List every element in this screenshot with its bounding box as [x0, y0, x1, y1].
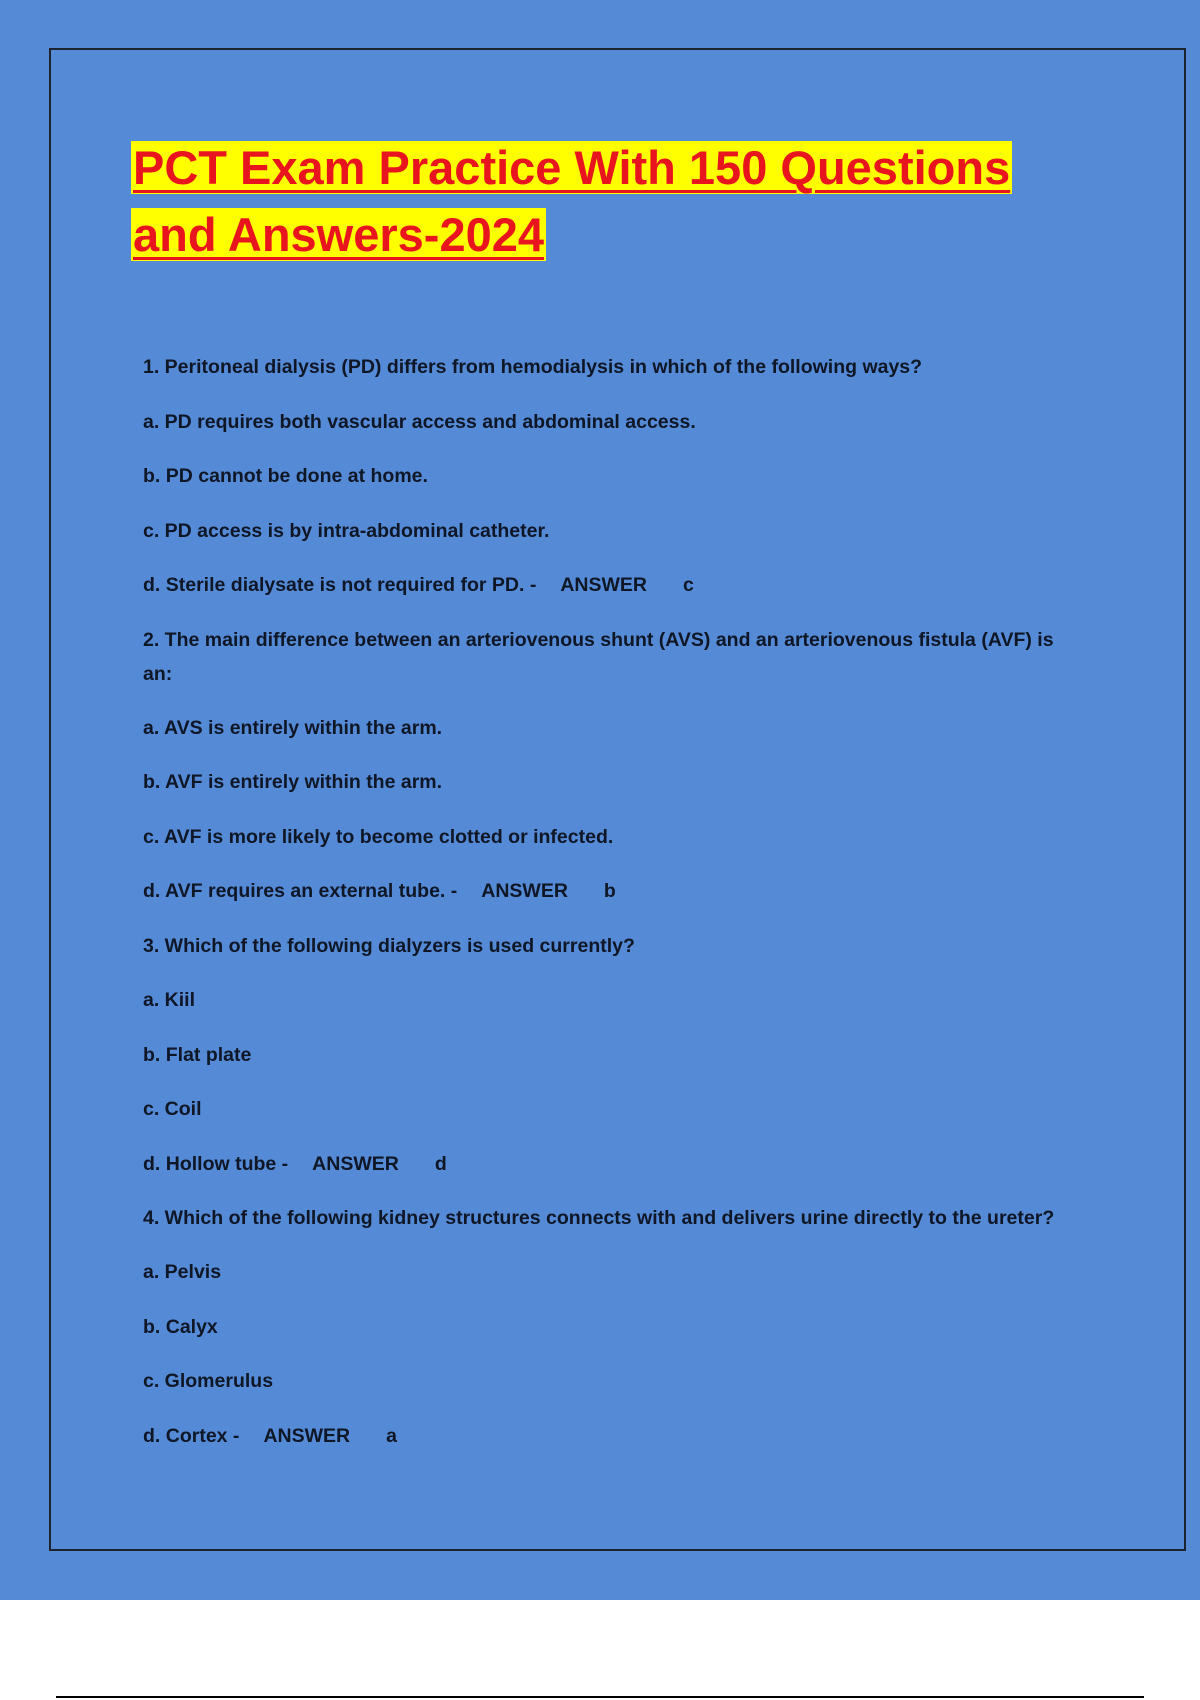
- question-2-option-b: b. AVF is entirely within the arm.: [143, 771, 443, 793]
- document-title-text: PCT Exam Practice With 150 Questions and Answers-2024: [133, 141, 1011, 261]
- question-4-answer: a: [386, 1424, 397, 1447]
- question-1-option-c: c. PD access is by intra-abdominal catheter.: [143, 519, 550, 542]
- question-4-option-d: d. Cortex -: [143, 1424, 240, 1447]
- question-2-answer: b: [603, 880, 616, 902]
- question-3-option-a: a. Kiil: [143, 989, 196, 1011]
- question-1-option-d-with-answer: [143, 568, 1063, 602]
- question-2-option-c: c. AVF is more likely to become clotted or infected.: [143, 825, 614, 848]
- footer-divider: [56, 1696, 1144, 1698]
- question-4-option-d-with-answer: [143, 1419, 1063, 1453]
- question-4-text: 4. Which of the following kidney structures connects with and delivers urine directly to the ureter?: [143, 1207, 1055, 1229]
- question-2-option-d-with-answer: [143, 874, 1063, 908]
- question-2-option-a: a. AVS is entirely within the arm.: [143, 716, 443, 739]
- question-4-option-b: b. Calyx: [143, 1315, 218, 1338]
- question-1-answer-label: ANSWER: [560, 574, 648, 596]
- question-3-option-c: c. Coil: [143, 1098, 202, 1120]
- question-3-answer: d: [434, 1152, 447, 1175]
- question-4-answer-label: ANSWER: [263, 1424, 351, 1447]
- question-3-option-d-with-answer: [143, 1147, 1063, 1181]
- question-1-option-a: a. PD requires both vascular access and abdominal access.: [143, 410, 696, 433]
- document-title: [131, 134, 1091, 268]
- question-1-option-b: b. PD cannot be done at home.: [143, 465, 428, 487]
- question-1-option-d: d. Sterile dialysate is not required for PD. -: [143, 574, 537, 596]
- question-4-option-c: c. Glomerulus: [143, 1370, 274, 1392]
- question-2-answer-label: ANSWER: [481, 880, 568, 902]
- question-4-option-a: a. Pelvis: [143, 1261, 222, 1283]
- question-1-text: 1. Peritoneal dialysis (PD) differs from hemodialysis in which of the following ways?: [143, 356, 923, 378]
- question-1-answer: c: [683, 574, 694, 596]
- question-3-text: 3. Which of the following dialyzers is used currently?: [143, 934, 635, 957]
- question-2-text: 2. The main difference between an arteriovenous shunt (AVS) and an arteriovenous fistula (AVF) is an:: [143, 628, 1054, 685]
- question-list: [143, 350, 1063, 1473]
- question-2-option-d: d. AVF requires an external tube. -: [143, 880, 458, 902]
- question-3-option-d: d. Hollow tube -: [143, 1152, 289, 1175]
- question-3-answer-label: ANSWER: [312, 1152, 399, 1175]
- question-3-option-b: b. Flat plate: [143, 1043, 252, 1066]
